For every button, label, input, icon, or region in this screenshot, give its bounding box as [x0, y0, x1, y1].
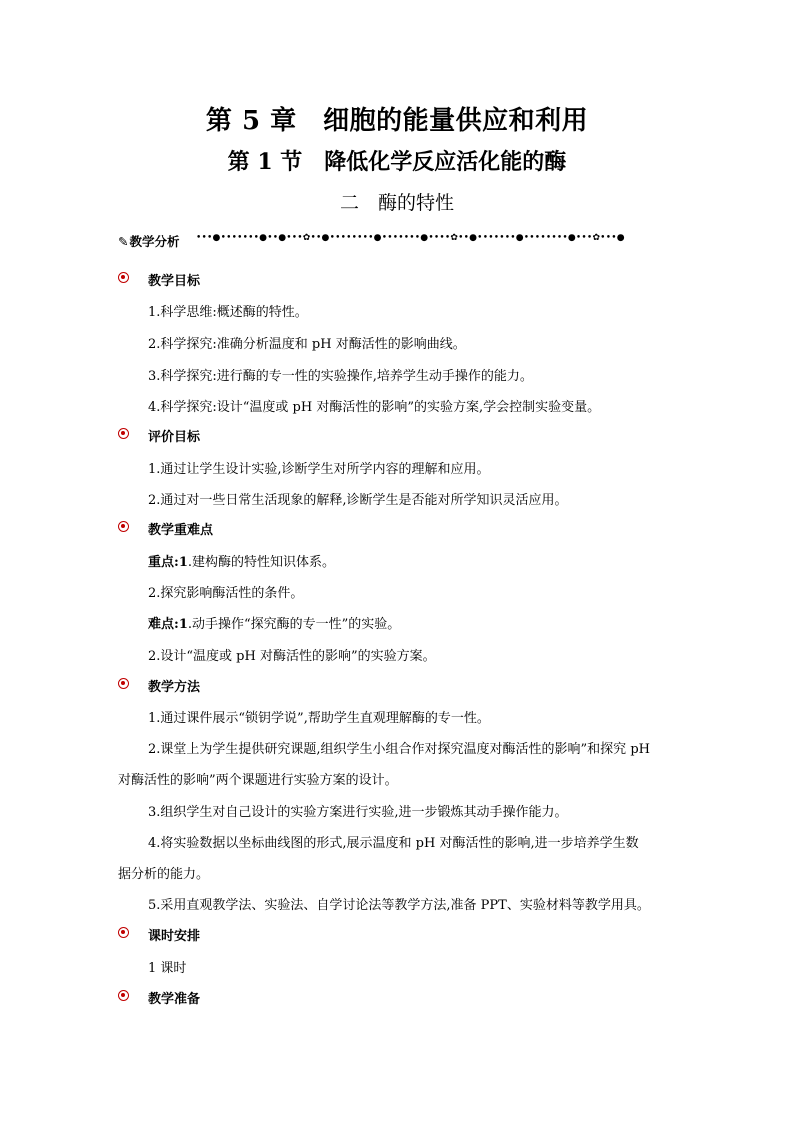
difficult-label: 难点: — [148, 617, 179, 632]
bullseye-icon — [118, 927, 129, 938]
key-point-2: 2.探究影响酶活性的条件。 — [148, 586, 304, 601]
key-point-1 — [148, 551, 335, 570]
section-title-schedule: 课时安排 — [148, 929, 201, 944]
section-title-methods: 教学方法 — [148, 680, 201, 695]
key-1-number: 1 — [178, 555, 188, 570]
schedule-value: 1 课时 — [148, 961, 187, 976]
section-title-key-points: 教学重难点 — [148, 523, 214, 538]
method-item-4-line-2: 据分析的能力。 — [118, 867, 210, 882]
method-item-4-line-1: 4.将实验数据以坐标曲线图的形式,展示温度和 pH 对酶活性的影响,进一步培养学生数 — [148, 836, 639, 851]
method-item-2-line-1: 2.课堂上为学生提供研究课题,组织学生小组合作对探究温度对酶活性的影响”和探究 pH — [148, 742, 650, 757]
chapter-title: 第 5 章 细胞的能量供应和利用 — [205, 106, 589, 136]
evaluation-item-1: 1.通过让学生设计实验,诊断学生对所学内容的理解和应用。 — [148, 462, 490, 477]
goal-item-2: 2.科学探究:准确分析温度和 pH 对酶活性的影响曲线。 — [148, 337, 466, 352]
key-label: 重点: — [148, 555, 179, 570]
section-title-evaluation: 评价目标 — [148, 430, 201, 445]
difficult-1-text: .动手操作“探究酶的专一性”的实验。 — [187, 617, 401, 632]
difficult-point-1 — [148, 613, 400, 632]
bullseye-icon — [118, 678, 129, 689]
part-title: 二 酶的特性 — [339, 192, 454, 214]
section-title-goals: 教学目标 — [148, 274, 201, 289]
pen-icon: ✎ — [118, 234, 129, 249]
method-item-3: 3.组织学生对自己设计的实验方案进行实验,进一步锻炼其动手操作能力。 — [148, 805, 568, 820]
method-item-2-line-2: 对酶活性的影响”两个课题进行实验方案的设计。 — [118, 773, 398, 788]
section-title-preparation: 教学准备 — [148, 992, 201, 1007]
decorative-dot-line: •••●•••••••●••●•••✿••●••••••••●•••••••●••••✿••●•••••••●••••••••●•••✿•••● — [196, 233, 625, 243]
goal-item-3: 3.科学探究:进行酶的专一性的实验操作,培养学生动手操作的能力。 — [148, 369, 533, 384]
analysis-bar — [118, 232, 678, 252]
goal-item-4: 4.科学探究:设计“温度或 pH 对酶活性的影响”的实验方案,学会控制实验变量。 — [148, 400, 601, 415]
bullseye-icon — [118, 990, 129, 1001]
method-item-1: 1.通过课件展示“锁钥学说”,帮助学生直观理解酶的专一性。 — [148, 711, 490, 726]
key-1-text: .建构酶的特性知识体系。 — [187, 555, 335, 570]
difficult-1-number: 1 — [178, 617, 188, 632]
bullseye-icon — [118, 272, 129, 283]
analysis-label: 教学分析 — [129, 234, 180, 249]
section-title: 第 1 节 降低化学反应活化能的酶 — [227, 149, 567, 175]
method-item-5: 5.采用直观教学法、实验法、自学讨论法等教学方法,准备 PPT、实验材料等教学用具。 — [148, 898, 650, 913]
bullseye-icon — [118, 521, 129, 532]
bullseye-icon — [118, 428, 129, 439]
difficult-point-2: 2.设计“温度或 pH 对酶活性的影响”的实验方案。 — [148, 649, 436, 664]
goal-item-1: 1.科学思维:概述酶的特性。 — [148, 305, 308, 320]
evaluation-item-2: 2.通过对一些日常生活现象的解释,诊断学生是否能对所学知识灵活应用。 — [148, 493, 568, 508]
